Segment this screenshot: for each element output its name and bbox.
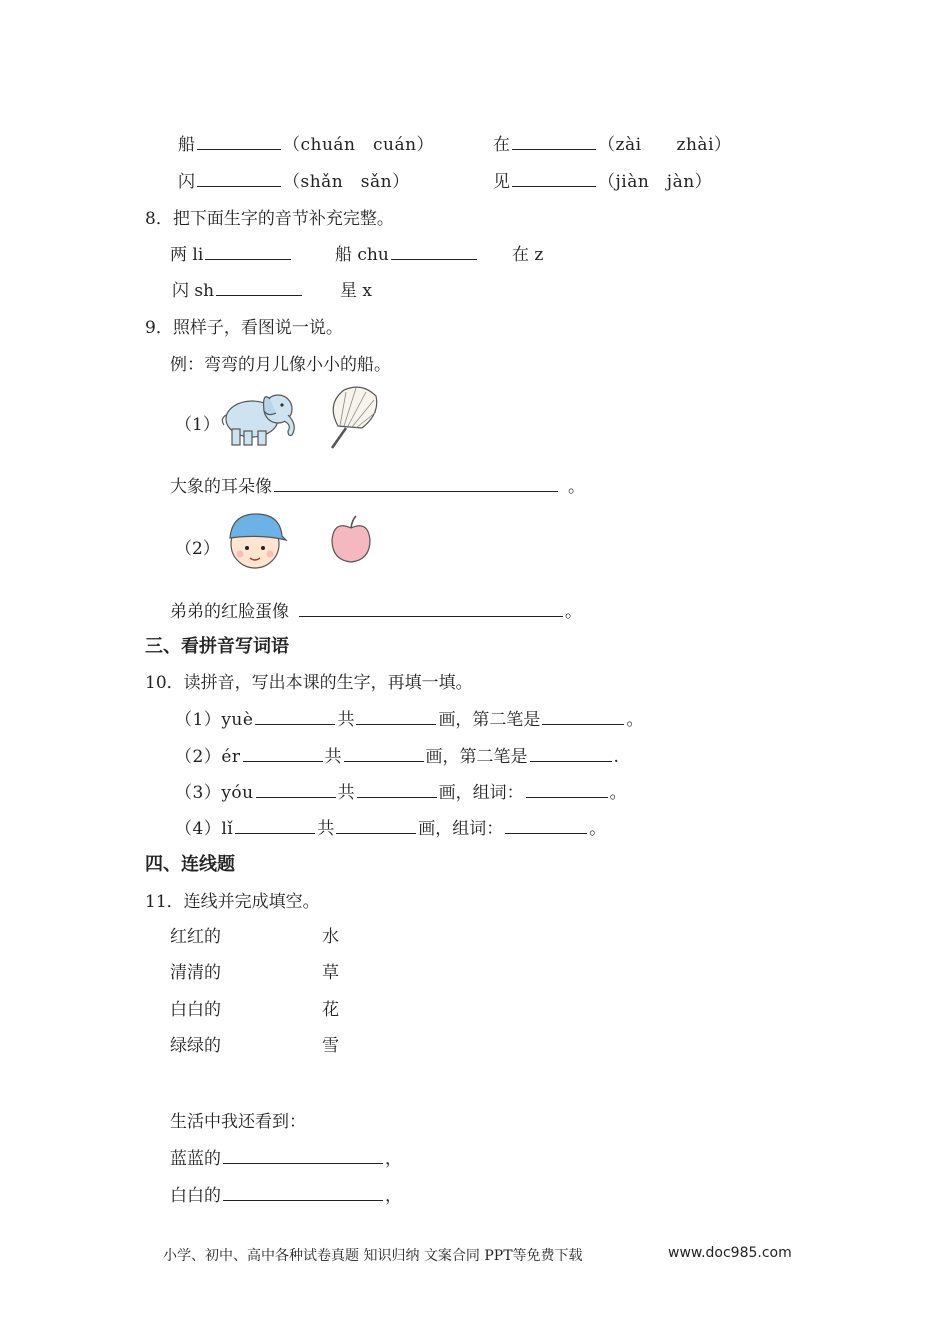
fill-label: 蓝蓝的 (170, 1149, 221, 1169)
q10-gong: 共 (337, 783, 355, 803)
answer-blank[interactable] (274, 477, 558, 492)
q9-item1-label: （1） (175, 415, 220, 435)
q11-fill-row (170, 1181, 402, 1206)
q10-end: 。 (626, 710, 644, 730)
q7-char: 闪 (178, 172, 195, 192)
answer-blank[interactable] (344, 747, 424, 762)
answer-blank[interactable] (197, 172, 281, 187)
q8-item-label: 两 li (170, 245, 204, 265)
sentence-text: 弟弟的红脸蛋像 (170, 602, 289, 622)
q10-label: （4）lǐ (175, 819, 234, 839)
answer-blank[interactable] (255, 710, 335, 725)
q8-item-label: 在 z (512, 245, 544, 265)
q10-gong: 共 (317, 819, 335, 839)
q10-gong: 共 (337, 710, 355, 730)
q11-also: 生活中我还看到： (170, 1112, 306, 1132)
match-right-item[interactable]: 花 (322, 1000, 339, 1020)
footer-url[interactable]: www.doc985.com (668, 1245, 792, 1261)
q10-row (175, 705, 643, 730)
match-left-item[interactable]: 白白的 (170, 1000, 221, 1020)
fill-comma: ， (385, 1186, 402, 1206)
answer-blank[interactable] (216, 281, 302, 296)
fill-comma: ， (385, 1149, 402, 1169)
apple-icon (326, 512, 376, 566)
q7-row-shan (178, 167, 410, 192)
fill-label: 白白的 (170, 1186, 221, 1206)
q7-char: 在 (493, 135, 510, 155)
answer-blank[interactable] (391, 245, 477, 260)
q8-item (335, 240, 479, 265)
q10-row (175, 814, 606, 839)
q10-row (175, 742, 619, 767)
q7-options: （shǎn sǎn） (283, 172, 410, 192)
match-right-item[interactable]: 水 (322, 927, 339, 947)
q10-gong: 共 (324, 747, 342, 767)
answer-blank[interactable] (357, 783, 437, 798)
q10-hua: 画，第二笔是 (425, 747, 528, 767)
section-heading-3: 三、看拼音写词语 (145, 636, 289, 657)
answer-blank[interactable] (505, 819, 587, 834)
elephant-icon (218, 385, 300, 449)
boy-face-icon (220, 508, 290, 570)
q10-hua: 画，第二笔是 (438, 710, 541, 730)
match-right-item[interactable]: 草 (322, 963, 339, 983)
q11-fill-row (170, 1144, 402, 1169)
q9-example: 例：弯弯的月儿像小小的船。 (170, 355, 391, 375)
answer-blank[interactable] (256, 783, 336, 798)
q9-title: 9．照样子，看图说一说。 (145, 318, 343, 338)
match-left-item[interactable]: 绿绿的 (170, 1036, 221, 1056)
answer-blank[interactable] (336, 819, 416, 834)
q10-label: （3）yóu (175, 783, 254, 803)
footer-text: 小学、初中、高中各种试卷真题 知识归纳 文案合同 PPT等免费下载 (163, 1248, 583, 1264)
answer-blank[interactable] (205, 245, 291, 260)
q8-item (172, 276, 304, 301)
q10-hua: 画，组词： (438, 783, 524, 803)
q8-title: 8．把下面生字的音节补充完整。 (145, 209, 394, 229)
match-right-item[interactable]: 雪 (322, 1036, 339, 1056)
answer-blank[interactable] (197, 135, 281, 150)
q10-label: （2）ér (175, 747, 241, 767)
q8-item-label: 星 x (340, 281, 372, 301)
sentence-text: 大象的耳朵像 (170, 477, 272, 497)
answer-blank[interactable] (223, 1149, 383, 1164)
q8-item (170, 240, 293, 265)
q9-item2-label: （2） (175, 539, 220, 559)
answer-blank[interactable] (243, 747, 323, 762)
answer-blank[interactable] (299, 602, 563, 617)
q11-title: 11．连线并完成填空。 (145, 892, 320, 912)
q7-row-zai (493, 130, 732, 155)
q9-sentence1 (170, 472, 585, 497)
q8-item-label: 船 chu (335, 245, 389, 265)
answer-blank[interactable] (223, 1186, 383, 1201)
sentence-end: 。 (568, 477, 585, 497)
q10-end: 。 (609, 783, 627, 803)
section-heading-4: 四、连线题 (145, 854, 235, 875)
q7-char: 船 (178, 135, 195, 155)
q7-row-chuan (178, 130, 434, 155)
answer-blank[interactable] (542, 710, 624, 725)
answer-blank[interactable] (530, 747, 612, 762)
answer-blank[interactable] (512, 135, 596, 150)
q9-sentence2 (170, 597, 582, 622)
q7-options: （zài zhài） (598, 135, 732, 155)
q7-options: （chuán cuán） (283, 135, 435, 155)
q7-char: 见 (493, 172, 510, 192)
q10-end: . (613, 747, 619, 767)
fan-icon (322, 384, 382, 450)
answer-blank[interactable] (235, 819, 315, 834)
answer-blank[interactable] (526, 783, 608, 798)
match-left-item[interactable]: 清清的 (170, 963, 221, 983)
answer-blank[interactable] (356, 710, 436, 725)
q10-title: 10．读拼音，写出本课的生字，再填一填。 (145, 673, 473, 693)
q7-options: （jiàn jàn） (598, 172, 713, 192)
q8-item-label: 闪 sh (172, 281, 215, 301)
sentence-end: 。 (565, 602, 582, 622)
q10-row (175, 778, 627, 803)
q10-end: 。 (589, 819, 607, 839)
answer-blank[interactable] (512, 172, 596, 187)
q8-item (512, 240, 543, 265)
q10-hua: 画，组词： (418, 819, 504, 839)
q7-row-jian (493, 167, 712, 192)
q10-label: （1）yuè (175, 710, 254, 730)
q8-item (340, 276, 372, 301)
match-left-item[interactable]: 红红的 (170, 927, 221, 947)
